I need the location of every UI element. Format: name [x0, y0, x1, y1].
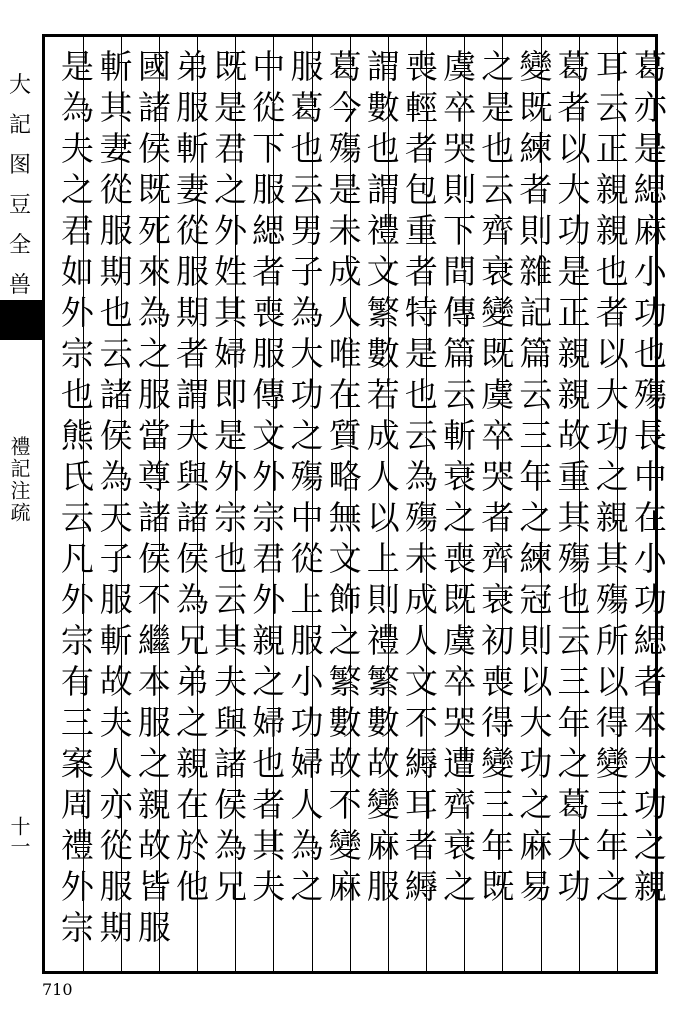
margin-char: 記: [8, 113, 31, 138]
column-text: 中從下服緦者喪服傳文外宗君外親之婦也者其夫: [247, 49, 287, 910]
column-text: 國諸侯既死來為之服當尊諸侯不繼本服之親故皆服: [132, 49, 172, 951]
column-text: 既是君之外姓其婦即是外宗也云其夫與諸侯為兄: [209, 49, 249, 910]
margin-char: 全: [8, 233, 31, 258]
column-text: 是為夫之君如外宗也熊氏云凡外宗有三案周禮外宗: [55, 49, 95, 951]
text-columns: [45, 37, 668, 971]
column-text: 喪輕者包重者特是也云為殤未成人文不縟耳者縟: [399, 49, 439, 910]
column-text: 斬其妻從服期也云諸侯為天子服斬故夫人亦從服期: [94, 49, 134, 951]
column-text: 弟服斬妻從服期者謂夫與諸侯為兄弟之親在於他: [170, 49, 210, 910]
folio-number: 十一: [7, 816, 31, 856]
column-text: 葛者以大功是正親親故重其殤也云三年之葛大功: [552, 49, 592, 910]
column-text: 變既練者則雜記篇云三年之練冠則以大功之麻易: [514, 49, 554, 910]
fishtail-mark: [0, 300, 42, 340]
column-text: 葛亦是緦麻小功也殤長中在小功緦者本大功之親: [628, 49, 668, 910]
column-text: 葛今殤是未成人唯在質略無文飾之繁數故不變麻: [323, 49, 363, 910]
margin-char: 兽: [8, 273, 31, 298]
book-title: 禮記注疏: [7, 436, 31, 524]
page-footer: 710: [42, 980, 73, 999]
column-text: 耳云正親親也者以大功之親其殤所以得變三年之: [590, 49, 630, 910]
column-text: 謂數也謂禮文繁數若成人以上則禮繁數故變麻服: [361, 49, 401, 910]
column-text: 服葛也云男子為大功之殤中從上服小功婦人為之: [285, 49, 325, 910]
column-text: 之是也云齊衰變既虞卒哭者齊衰初喪得變三年既: [476, 49, 516, 910]
page-margin: [0, 34, 42, 974]
text-column: [45, 37, 95, 971]
margin-char: 豆: [8, 193, 31, 218]
column-text: 虞卒哭則下間傳篇云斬衰之喪既虞卒哭遭齊衰之: [438, 49, 478, 910]
margin-char: 大: [8, 73, 31, 98]
margin-char: 图: [8, 153, 31, 178]
